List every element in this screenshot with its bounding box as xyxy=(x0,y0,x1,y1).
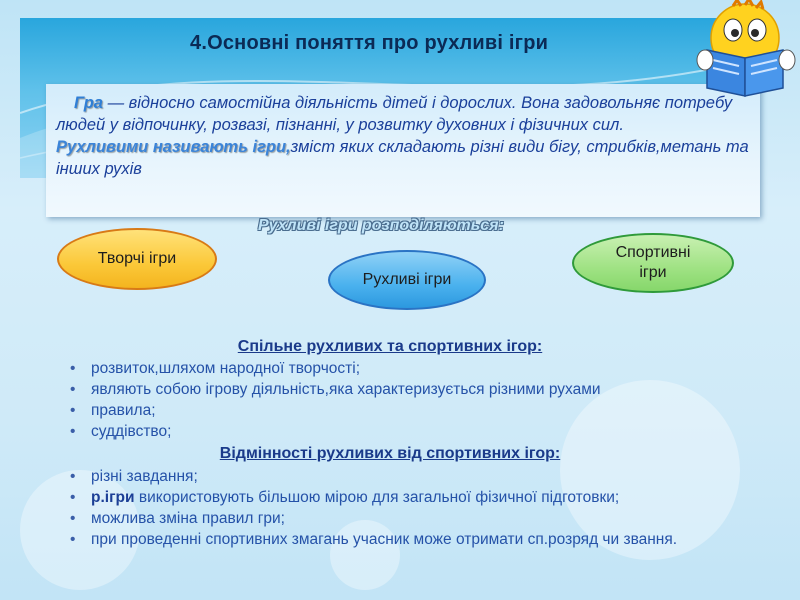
definition-box xyxy=(46,84,760,217)
list-item: • різні завдання; xyxy=(67,466,767,487)
oval-sports-label: Спортивні ігри xyxy=(615,244,691,281)
list-item: • суддівство; xyxy=(67,421,767,442)
list-item: • розвиток,шляхом народної творчості; xyxy=(67,358,767,379)
reading-smiley-icon xyxy=(693,0,800,100)
slide-title: 4.Основні поняття про рухливі ігри xyxy=(190,32,549,54)
term-game: Гра xyxy=(74,94,103,112)
list-item xyxy=(67,487,767,508)
mobile-games-definition-text: зміст яких складають різні види бігу, стрибків,метань та інших рухів xyxy=(56,138,749,178)
common-list xyxy=(67,358,767,442)
bold-term: р.ігри xyxy=(91,489,135,506)
oval-mobile-games xyxy=(328,250,486,310)
oval-mobile-label: Рухливі ігри xyxy=(362,271,452,288)
common-heading: Спільне рухливих та спортивних ігор: xyxy=(237,338,543,355)
differences-heading: Відмінності рухливих від спортивних ігор: xyxy=(219,445,561,462)
list-item: • правила; xyxy=(67,400,767,421)
oval-creative-label: Творчі ігри xyxy=(97,250,177,267)
list-item: • при проведенні спортивних змагань учасник може отримати сп.розряд чи звання. xyxy=(67,529,767,550)
differences-list xyxy=(67,466,767,550)
term-mobile-games: Рухливими називають ігри, xyxy=(56,138,291,156)
list-item: • являють собою ігрову діяльність,яка характеризується різними рухами xyxy=(67,379,767,400)
oval-creative-games xyxy=(57,228,217,290)
oval-sports-games xyxy=(572,233,734,293)
game-definition-text: — відносно самостійна діяльність дітей і дорослих. Вона задовольняє потребу людей у відпочинку, розвазі, пізнанні, у розвитку духовних і фізичних сил. xyxy=(56,94,733,134)
division-heading: Рухливі ігри розподіляються: xyxy=(258,217,504,234)
list-item-text: використовують більшою мірою для загальної фізичної підготовки; xyxy=(134,489,620,506)
list-item: • можлива зміна правил гри; xyxy=(67,508,767,529)
